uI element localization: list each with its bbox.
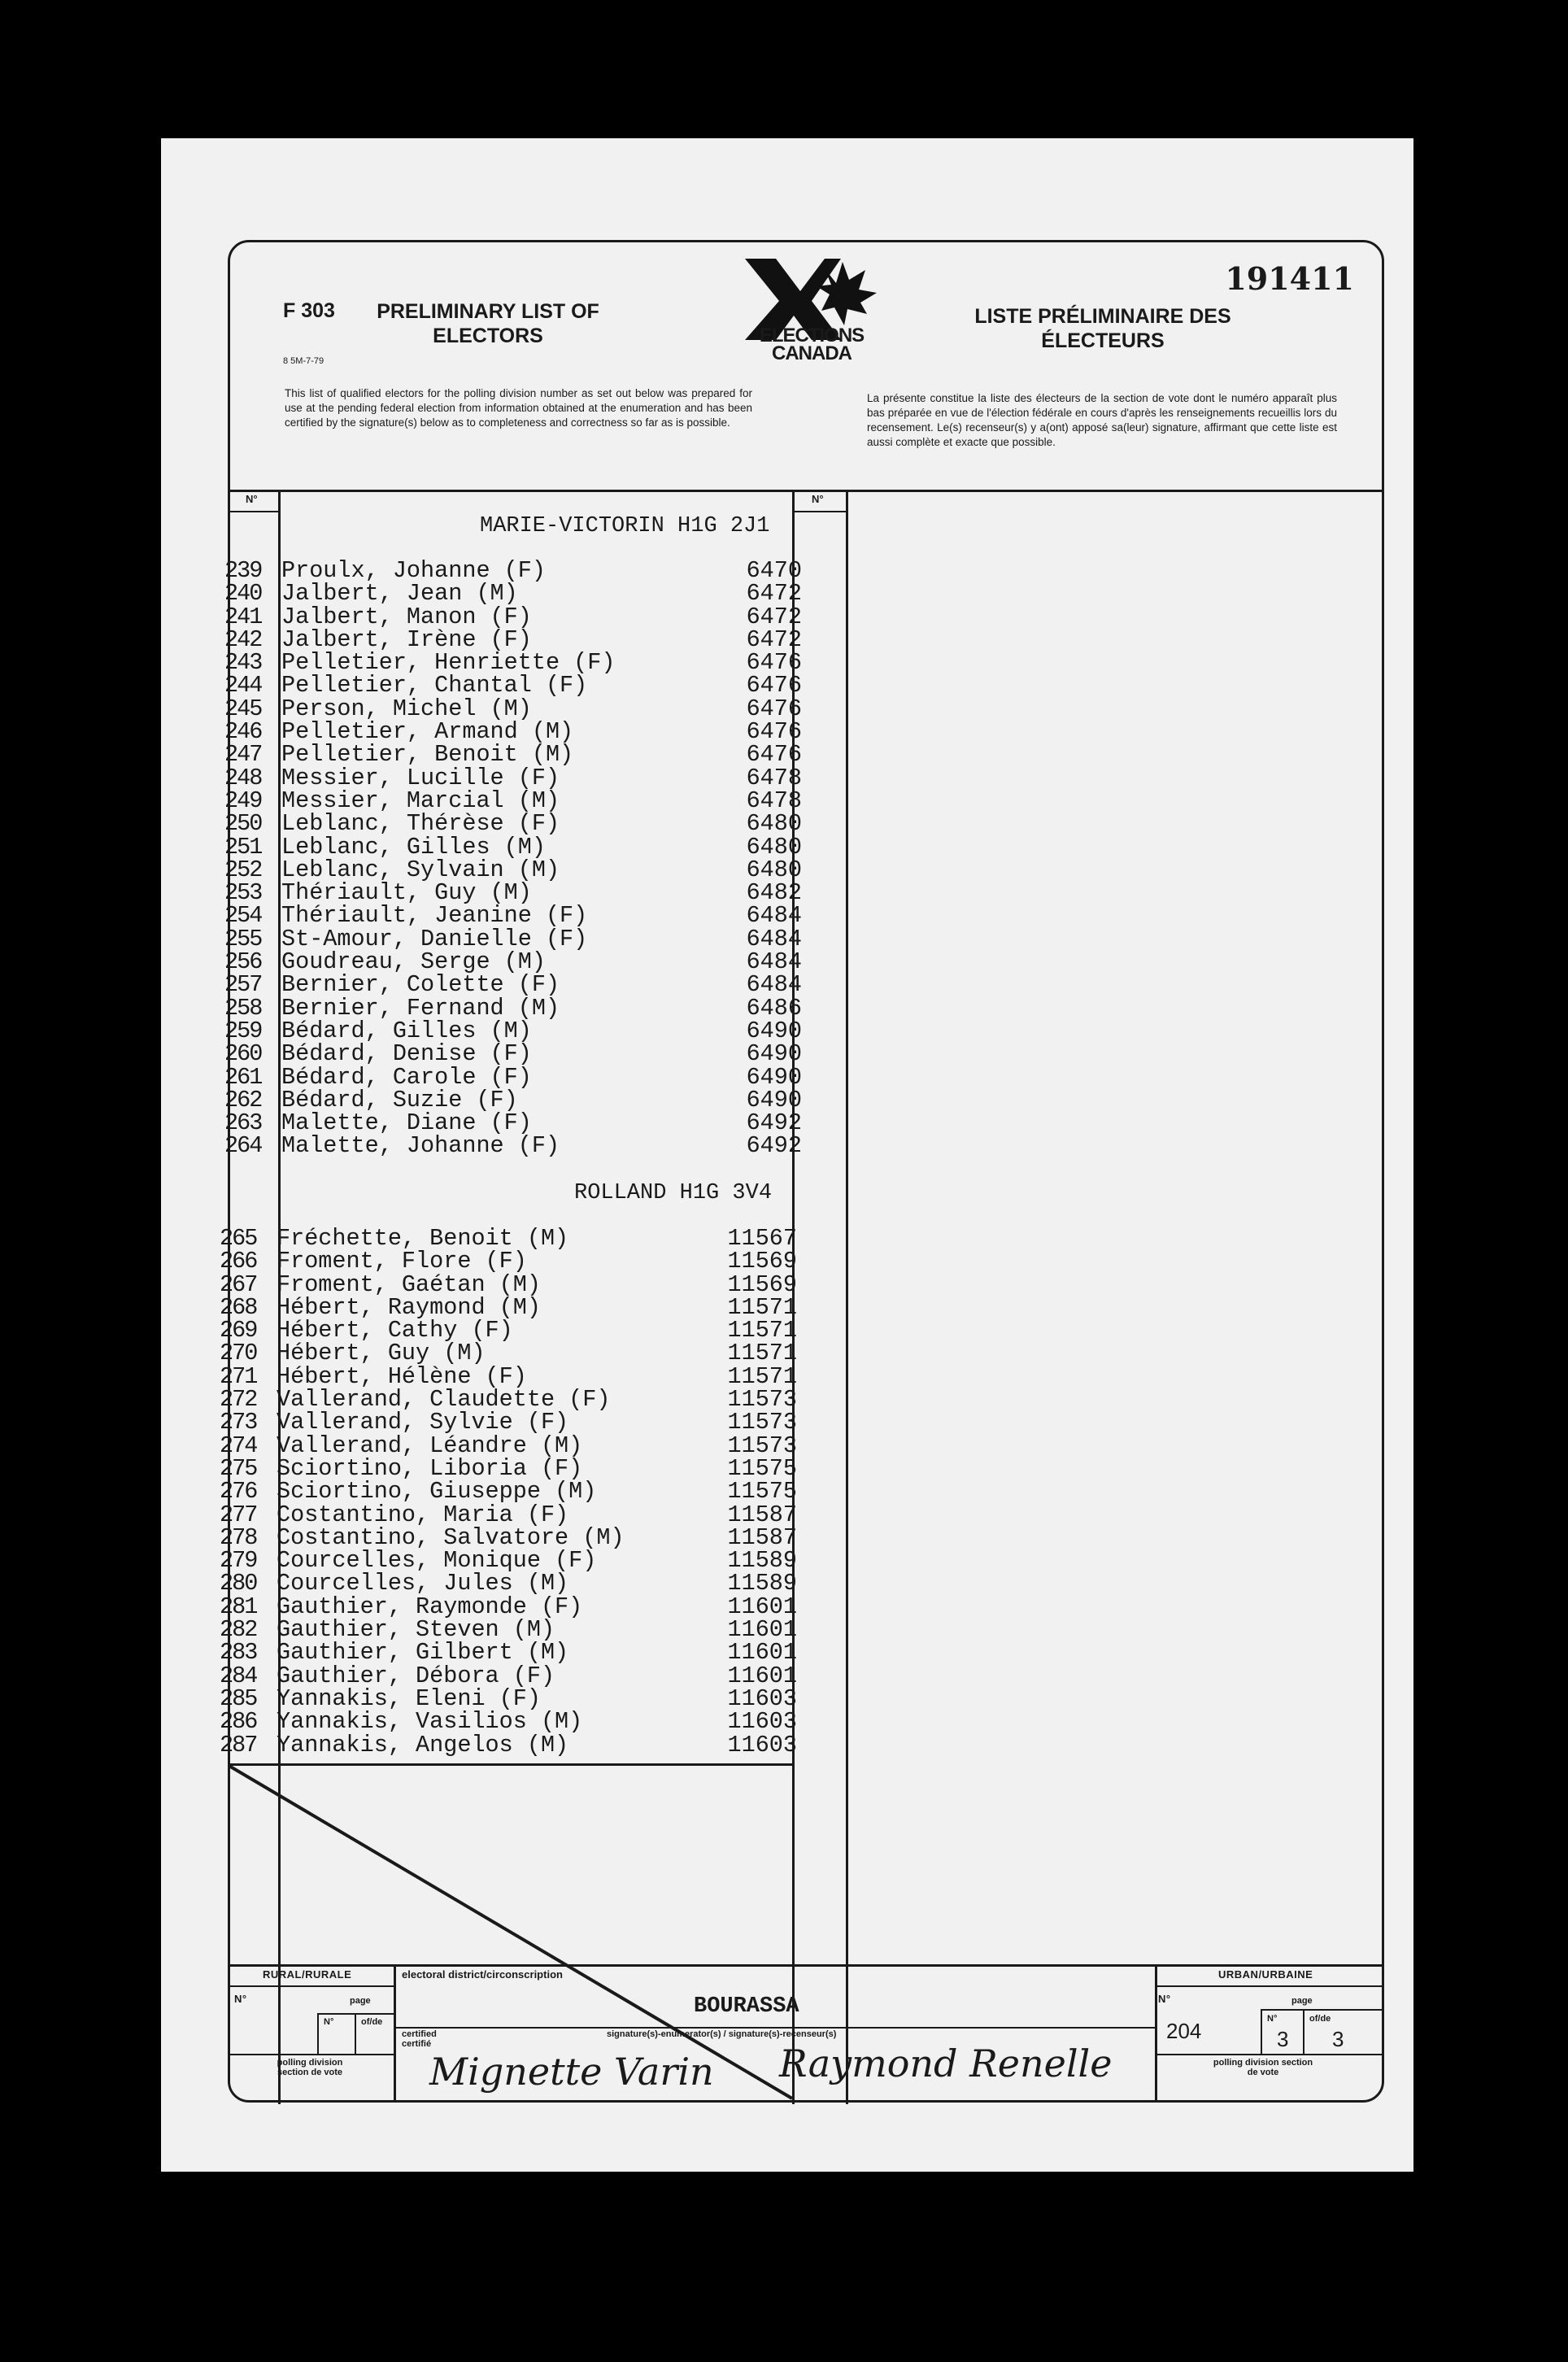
elector-number: 282 (220, 1616, 257, 1644)
elector-name: Gauthier, Débora (F) (277, 1662, 555, 1689)
intro-text-french: La présente constitue la liste des électeurs de la section de vote dont le numéro apparaît plus bas préparée en vue de l'élection fédérale en cours d'après les renseignements recueillis lors du recensement. Le(s) recenseur(s) y a(ont) apposé sa(leur) signature, affirmant que cette liste est aussi complète et exacte que possible. (867, 392, 1337, 448)
elector-number: 277 (220, 1501, 257, 1528)
elector-number: 263 (224, 1109, 262, 1137)
form-date: 8 5M-7-79 (283, 356, 324, 366)
elector-number: 283 (220, 1639, 257, 1667)
elector-number: 281 (220, 1593, 257, 1620)
elector-number: 280 (220, 1570, 257, 1597)
polling-division-number: 204 (1166, 2019, 1202, 2043)
address-number: 6490 (746, 1063, 802, 1091)
address-number: 11573 (727, 1432, 797, 1459)
elector-number: 261 (224, 1063, 262, 1091)
elector-name: Leblanc, Gilles (M) (281, 833, 546, 861)
elector-number: 241 (224, 603, 262, 630)
address-number: 6480 (746, 810, 802, 838)
elector-name: Hébert, Hélène (F) (277, 1362, 527, 1390)
elector-number: 278 (220, 1523, 257, 1551)
urban-no-label: N° (1158, 1993, 1171, 2005)
address-number: 6472 (746, 603, 802, 630)
elector-number: 247 (224, 741, 262, 769)
elector-number: 268 (220, 1293, 257, 1321)
rural-page-label: page (350, 1996, 371, 2006)
elector-name: Pelletier, Chantal (F) (281, 672, 588, 699)
address-number: 11567 (727, 1225, 797, 1252)
elector-number: 284 (220, 1662, 257, 1689)
elector-name: St-Amour, Danielle (F) (281, 925, 588, 952)
address-number: 6484 (746, 902, 802, 930)
address-number: 6472 (746, 580, 802, 608)
elector-number: 257 (224, 971, 262, 999)
address-number: 11601 (727, 1639, 797, 1667)
rural-page-box-mid (355, 2013, 356, 2054)
elector-number: 254 (224, 902, 262, 930)
footer-signature-rule (396, 2027, 1155, 2029)
elector-name: Hébert, Guy (M) (277, 1340, 486, 1367)
intro-text-english: This list of qualified electors for the polling division number as set out below was prepared for use at the pending federal election from information obtained at the enumeration and has been certified by the signature(s) below as to completeness and correctness so far as is possible. (285, 387, 752, 429)
elector-name: Sciortino, Giuseppe (M) (277, 1478, 597, 1506)
urban-page-box-left (1261, 2009, 1262, 2054)
elector-number: 256 (224, 948, 262, 976)
elector-name: Person, Michel (M) (281, 695, 532, 722)
form-code: F 303 (283, 299, 335, 322)
elector-name: Pelletier, Benoit (M) (281, 741, 574, 769)
elector-name: Jalbert, Irène (F) (281, 625, 532, 653)
address-number: 11603 (727, 1684, 797, 1712)
page-total: 3 (1332, 2027, 1344, 2051)
address-number: 6476 (746, 649, 802, 677)
footer-rural-sub-rule (228, 1985, 396, 1987)
district-label: electoral district/circonscription (402, 1968, 563, 1981)
elector-number: 259 (224, 1017, 262, 1044)
address-number: 11587 (727, 1523, 797, 1551)
elector-name: Courcelles, Monique (F) (277, 1547, 597, 1575)
elector-number: 244 (224, 672, 262, 699)
elector-name: Jalbert, Jean (M) (281, 580, 518, 608)
address-number: 11571 (727, 1317, 797, 1344)
elector-name: Bernier, Colette (F) (281, 971, 560, 999)
address-number: 6482 (746, 879, 802, 907)
address-number: 6476 (746, 741, 802, 769)
certified-label: certified certifié (402, 2029, 437, 2049)
urban-page-box-mid (1303, 2009, 1304, 2054)
elector-number: 265 (220, 1225, 257, 1252)
no-label-box-bottom-left (228, 511, 281, 512)
rural-label: RURAL/RURALE (263, 1968, 352, 1981)
elector-name: Bédard, Carole (F) (281, 1063, 532, 1091)
address-number: 6480 (746, 833, 802, 861)
address-number: 6478 (746, 764, 802, 791)
elector-name: Leblanc, Sylvain (M) (281, 856, 560, 883)
urban-page-no-label: N° (1267, 2014, 1278, 2024)
elector-number: 287 (220, 1731, 257, 1758)
signature-label: signature(s)-enumerator(s) / signature(s)-recenseur(s) (607, 2029, 837, 2039)
elector-number: 264 (224, 1132, 262, 1160)
title-french: LISTE PRÉLIMINAIRE DES ÉLECTEURS (974, 305, 1231, 352)
address-number: 11589 (727, 1570, 797, 1597)
logo-text: ELECTIONS CANADA (759, 325, 865, 364)
rural-of-label: of/de (361, 2017, 383, 2027)
elector-name: Pelletier, Armand (M) (281, 718, 574, 746)
elector-number: 239 (224, 557, 262, 584)
footer-urban-bottom-rule (1155, 2054, 1384, 2055)
footer-urban-sub-rule (1155, 1985, 1384, 1987)
address-number: 11571 (727, 1340, 797, 1367)
elector-name: Yannakis, Angelos (M) (277, 1731, 569, 1758)
no-column-header-left: N° (246, 493, 258, 505)
elector-number: 285 (220, 1684, 257, 1712)
elector-number: 276 (220, 1478, 257, 1506)
elector-name: Bédard, Gilles (M) (281, 1017, 532, 1044)
electoral-district: BOURASSA (694, 1994, 799, 2019)
rural-page-box-top (317, 2013, 396, 2015)
address-number: 11569 (727, 1248, 797, 1275)
elector-number: 271 (220, 1362, 257, 1390)
elector-number: 273 (220, 1409, 257, 1436)
elector-number: 253 (224, 879, 262, 907)
elector-name: Malette, Johanne (F) (281, 1132, 560, 1160)
address-number: 6490 (746, 1017, 802, 1044)
elector-name: Bédard, Suzie (F) (281, 1086, 518, 1113)
page-number: 3 (1277, 2027, 1289, 2051)
address-number: 6490 (746, 1040, 802, 1068)
street-heading-1: MARIE-VICTORIN H1G 2J1 (480, 514, 770, 538)
address-number: 6472 (746, 625, 802, 653)
address-number: 11601 (727, 1616, 797, 1644)
rural-page-no-label: N° (324, 2017, 334, 2027)
serial-number: 191411 (1225, 260, 1354, 297)
elector-number: 240 (224, 580, 262, 608)
elector-number: 249 (224, 787, 262, 814)
elector-name: Costantino, Salvatore (M) (277, 1523, 625, 1551)
enumerator-signature-1: Mignette Varin (429, 2050, 714, 2094)
elector-name: Yannakis, Vasilios (M) (277, 1708, 583, 1736)
address-number: 11573 (727, 1409, 797, 1436)
rural-page-box-left (317, 2013, 319, 2054)
no-column-divider-right (846, 490, 848, 2104)
no-label-box-bottom-right (792, 511, 848, 512)
address-number: 11587 (727, 1501, 797, 1528)
elector-name: Vallerand, Claudette (F) (277, 1386, 611, 1414)
elector-name: Fréchette, Benoit (M) (277, 1225, 569, 1252)
title-english: PRELIMINARY LIST OF ELECTORS (377, 300, 599, 347)
elector-number: 286 (220, 1708, 257, 1736)
urban-page-box-top (1261, 2009, 1384, 2011)
elector-name: Thériault, Jeanine (F) (281, 902, 588, 930)
address-number: 6478 (746, 787, 802, 814)
address-number: 6490 (746, 1086, 802, 1113)
address-number: 11589 (727, 1547, 797, 1575)
elector-name: Courcelles, Jules (M) (277, 1570, 569, 1597)
footer-rural-bottom-rule (228, 2054, 396, 2055)
elector-name: Pelletier, Henriette (F) (281, 649, 616, 677)
elector-name: Leblanc, Thérèse (F) (281, 810, 560, 838)
elector-number: 250 (224, 810, 262, 838)
elector-name: Sciortino, Liboria (F) (277, 1454, 583, 1482)
elector-number: 242 (224, 625, 262, 653)
elector-number: 258 (224, 994, 262, 1022)
elector-name: Malette, Diane (F) (281, 1109, 532, 1137)
address-number: 6470 (746, 557, 802, 584)
address-number: 11571 (727, 1362, 797, 1390)
no-column-header-right: N° (812, 493, 824, 505)
street-heading-2: ROLLAND H1G 3V4 (574, 1181, 773, 1205)
elector-number: 262 (224, 1086, 262, 1113)
elector-number: 267 (220, 1270, 257, 1298)
address-number: 6476 (746, 672, 802, 699)
elector-number: 279 (220, 1547, 257, 1575)
elector-number: 248 (224, 764, 262, 791)
document-page (161, 138, 1413, 2172)
elector-name: Gauthier, Raymonde (F) (277, 1593, 583, 1620)
elector-name: Messier, Lucille (F) (281, 764, 560, 791)
elector-number: 266 (220, 1248, 257, 1275)
urban-of-label: of/de (1309, 2014, 1331, 2024)
elector-number: 275 (220, 1454, 257, 1482)
address-number: 11575 (727, 1454, 797, 1482)
elector-number: 269 (220, 1317, 257, 1344)
elector-name: Bernier, Fernand (M) (281, 994, 560, 1022)
elector-number: 251 (224, 833, 262, 861)
address-number: 6492 (746, 1109, 802, 1137)
elector-name: Yannakis, Eleni (F) (277, 1684, 541, 1712)
elector-name: Hébert, Cathy (F) (277, 1317, 513, 1344)
elector-name: Vallerand, Sylvie (F) (277, 1409, 569, 1436)
elector-name: Hébert, Raymond (M) (277, 1293, 541, 1321)
elector-name: Froment, Gaétan (M) (277, 1270, 541, 1298)
elector-name: Messier, Marcial (M) (281, 787, 560, 814)
rural-no-label: N° (234, 1993, 247, 2005)
table-top-rule (228, 490, 1384, 492)
address-number: 11603 (727, 1731, 797, 1758)
address-number: 6484 (746, 925, 802, 952)
elector-name: Bédard, Denise (F) (281, 1040, 532, 1068)
elector-name: Proulx, Johanne (F) (281, 557, 546, 584)
polling-division-label-right: polling division section de vote (1213, 2058, 1313, 2077)
address-number: 11601 (727, 1593, 797, 1620)
urban-page-label: page (1291, 1996, 1313, 2006)
address-number: 6484 (746, 971, 802, 999)
elector-number: 260 (224, 1040, 262, 1068)
address-number: 6492 (746, 1132, 802, 1160)
elector-number: 270 (220, 1340, 257, 1367)
elector-name: Vallerand, Léandre (M) (277, 1432, 583, 1459)
elector-number: 252 (224, 856, 262, 883)
elector-name: Goudreau, Serge (M) (281, 948, 546, 976)
address-number: 11569 (727, 1270, 797, 1298)
address-number: 11601 (727, 1662, 797, 1689)
address-number: 6476 (746, 695, 802, 722)
enumerator-signature-2: Raymond Renelle (779, 2042, 1113, 2085)
address-number: 6486 (746, 994, 802, 1022)
address-number: 6476 (746, 718, 802, 746)
address-number: 11603 (727, 1708, 797, 1736)
elector-name: Gauthier, Steven (M) (277, 1616, 555, 1644)
address-number: 11575 (727, 1478, 797, 1506)
elector-number: 245 (224, 695, 262, 722)
elector-name: Froment, Flore (F) (277, 1248, 527, 1275)
footer-top-rule (228, 1964, 1384, 1967)
elector-number: 272 (220, 1386, 257, 1414)
elector-name: Costantino, Maria (F) (277, 1501, 569, 1528)
elector-number: 255 (224, 925, 262, 952)
urban-label: URBAN/URBAINE (1218, 1968, 1313, 1981)
elector-number: 246 (224, 718, 262, 746)
address-number: 6484 (746, 948, 802, 976)
address-number: 6480 (746, 856, 802, 883)
polling-division-label-left: polling division section de vote (277, 2058, 343, 2077)
address-number: 11573 (727, 1386, 797, 1414)
elector-name: Gauthier, Gilbert (M) (277, 1639, 569, 1667)
elector-number: 274 (220, 1432, 257, 1459)
elector-name: Jalbert, Manon (F) (281, 603, 532, 630)
elector-name: Thériault, Guy (M) (281, 879, 532, 907)
elector-number: 243 (224, 649, 262, 677)
address-number: 11571 (727, 1293, 797, 1321)
